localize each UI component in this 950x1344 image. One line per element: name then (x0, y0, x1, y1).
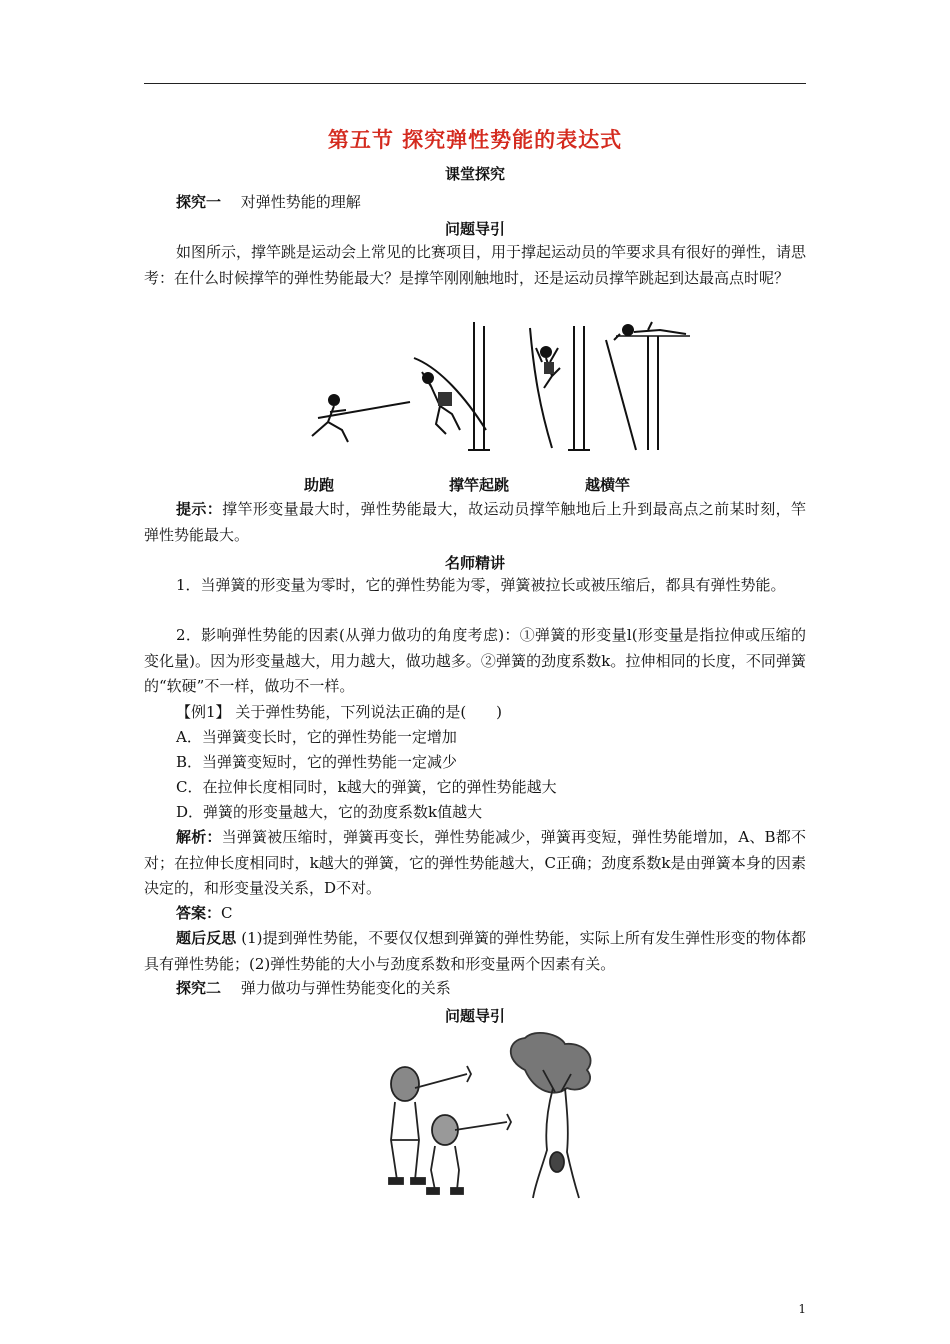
caption-take-off: 撑竿起跳 (449, 476, 510, 494)
answer-value: C (221, 904, 233, 922)
guide1-paragraph: 如图所示，撑竿跳是运动会上常见的比赛项目，用于撑起运动员的竿要求具有很好的弹性，请思考：在什么时候撑竿的弹性势能最大？是撑竿刚刚触地时，还是运动员撑竿跳起到达最高点时呢？ (144, 243, 807, 287)
answer-line (176, 901, 806, 926)
answer-label: 答案： (176, 904, 222, 922)
option-c: C．在拉伸长度相同时，k越大的弹簧，它的弹性势能越大 (176, 778, 557, 796)
lecture-heading: 名师精讲 (444, 554, 505, 572)
explore1-heading (176, 190, 806, 215)
example-text: 关于弹性势能，下列说法正确的是( ) (235, 703, 503, 721)
explore2-heading (176, 976, 806, 1001)
example-label: 【例1】 (176, 703, 231, 721)
explore1-topic: 对弹性势能的理解 (240, 193, 361, 211)
reflection-label: 题后反思 (176, 929, 237, 947)
hint-paragraph (144, 497, 806, 548)
page-title: 第五节 探究弹性势能的表达式 (327, 128, 623, 152)
explore2-label: 探究二 (176, 979, 222, 997)
hint-label: 提示： (176, 500, 223, 518)
page-number: 1 (798, 1302, 806, 1316)
example-question (176, 700, 806, 725)
reflection-paragraph (144, 926, 806, 977)
option-d: D．弹簧的形变量越大，它的劲度系数k值越大 (176, 803, 483, 821)
analysis-paragraph (144, 825, 806, 902)
section-heading: 课堂探究 (444, 165, 505, 183)
reflection-text: (1)提到弹性势能，不要仅仅想到弹簧的弹性势能，实际上所有发生弹性形变的物体都具有弹性势能；(2)弹性势能的大小与劲度系数和形变量两个因素有关。 (144, 929, 806, 973)
option-a: A．当弹簧变长时，它的弹性势能一定增加 (176, 728, 457, 746)
slingshot-figure (375, 1030, 610, 1200)
caption-run-up: 助跑 (304, 476, 335, 494)
guide1-heading: 问题导引 (444, 220, 505, 238)
analysis-text: 当弹簧被压缩时，弹簧再变长，弹性势能减少，弹簧再变短，弹性势能增加，A、B都不对；在拉伸长度相同时，k越大的弹簧，它的弹性势能越大，C正确；劲度系数k是由弹簧本身的因素决定的，和形变量没关系，D不对。 (144, 828, 806, 897)
explore1-label: 探究一 (176, 193, 222, 211)
hint-text: 撑竿形变量最大时，弹性势能最大，故运动员撑竿触地后上升到最高点之前某时刻，竿弹性势能最大。 (144, 500, 806, 544)
pole-vault-figure (290, 318, 710, 458)
lecture-point-1: 1．当弹簧的形变量为零时，它的弹性势能为零，弹簧被拉长或被压缩后，都具有弹性势能。 (176, 576, 786, 594)
caption-clear-bar: 越横竿 (585, 476, 631, 494)
guide2-heading: 问题导引 (444, 1007, 505, 1025)
option-b: B．当弹簧变短时，它的弹性势能一定减少 (176, 753, 458, 771)
explore2-topic: 弹力做功与弹性势能变化的关系 (240, 979, 451, 997)
lecture-point-2: 2．影响弹性势能的因素(从弹力做功的角度考虑)：①弹簧的形变量l(形变量是指拉伸或压缩的变化量)。因为形变量越大，用力越大，做功越多。②弹簧的劲度系数k。拉伸相同的长度，不同弹簧的“软硬”不一样，做功不一样。 (144, 626, 806, 695)
analysis-label: 解析： (176, 828, 222, 846)
header-rule (144, 83, 806, 84)
